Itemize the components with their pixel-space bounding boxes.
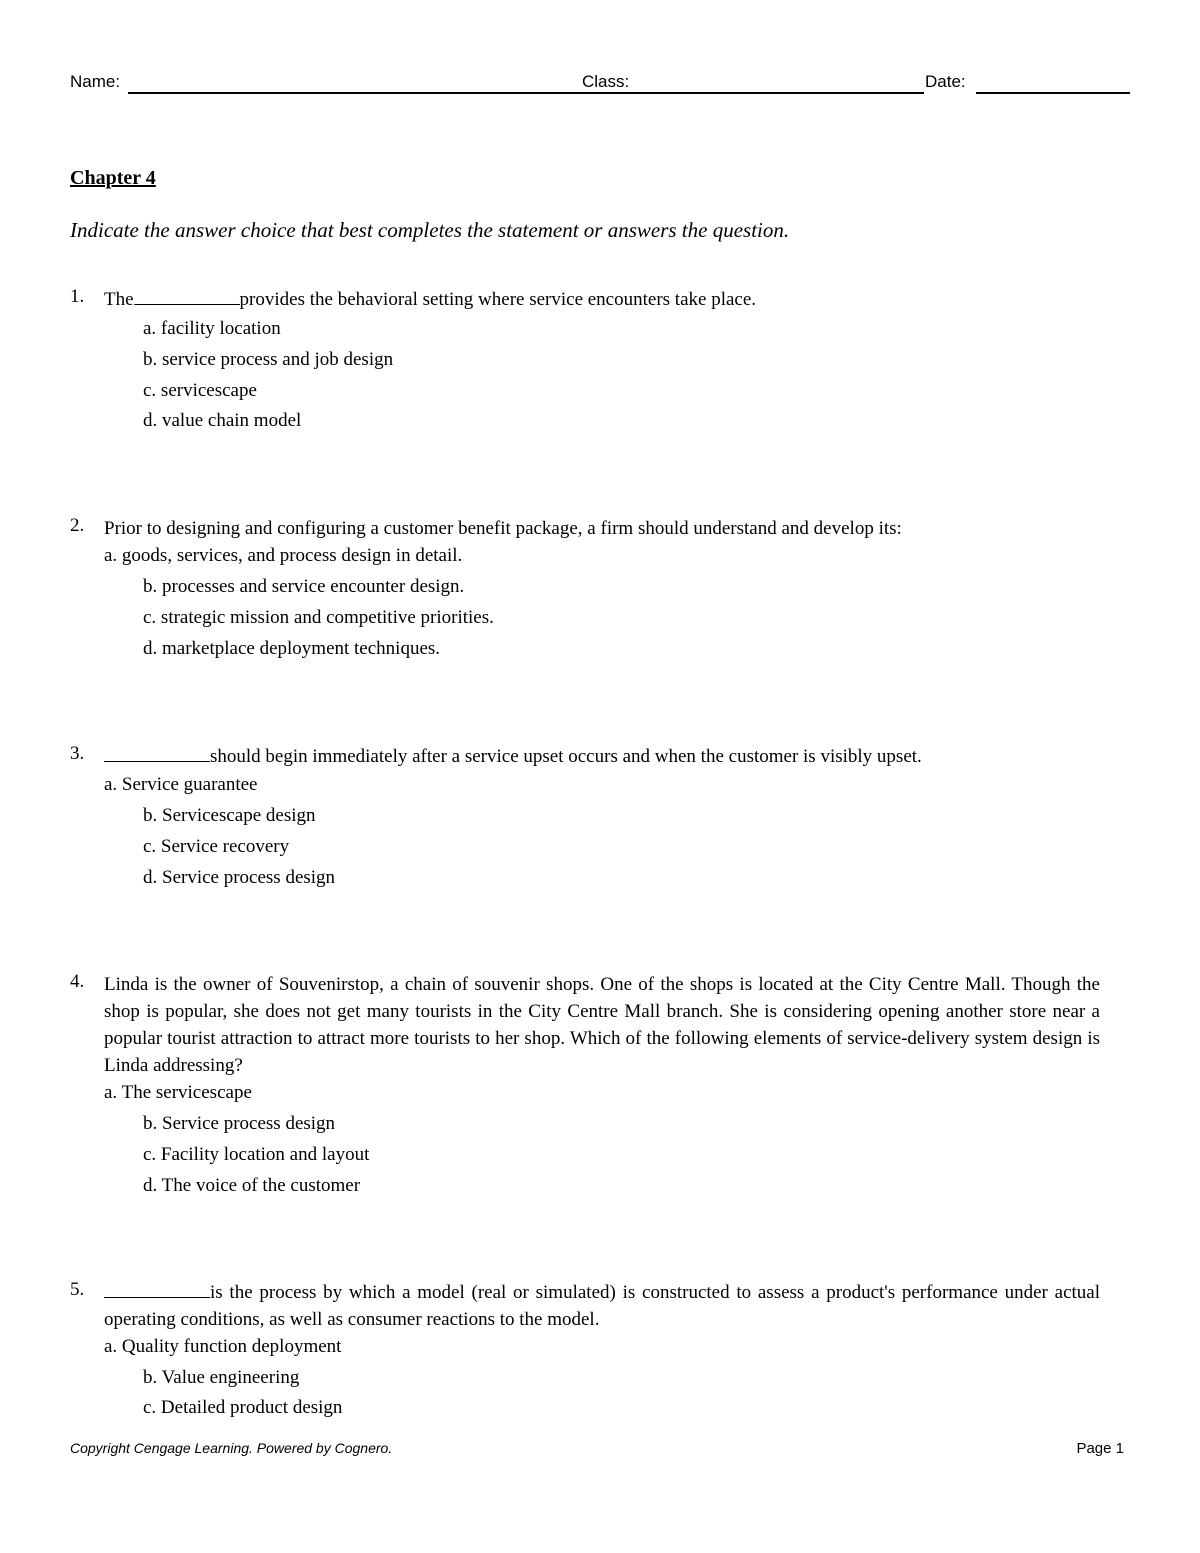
student-info-header: [70, 72, 1132, 96]
page-number: Page 1: [1076, 1440, 1124, 1457]
instructions: Indicate the answer choice that best completes the statement or answers the question.: [70, 218, 790, 242]
choice-2a[interactable]: a. goods, services, and process design in detail.: [104, 545, 463, 566]
choice-3c[interactable]: c. Service recovery: [143, 836, 290, 857]
class-label: Class:: [582, 72, 630, 91]
choice-2b[interactable]: b. processes and service encounter design.: [143, 576, 465, 597]
choice-5a[interactable]: a. Quality function deployment: [104, 1336, 342, 1357]
answer-blank: [104, 747, 210, 762]
question-number: 1.: [70, 286, 85, 307]
choice-2c[interactable]: c. strategic mission and competitive priorities.: [143, 607, 494, 628]
question-number: 3.: [70, 743, 85, 764]
choice-1a[interactable]: a. facility location: [143, 318, 281, 339]
choice-1d[interactable]: d. value chain model: [143, 410, 302, 431]
choice-5b[interactable]: b. Value engineering: [143, 1367, 300, 1388]
answer-blank: [104, 1283, 210, 1298]
question-text: The provides the behavioral setting where service encounters take place.: [104, 289, 757, 310]
choice-4a[interactable]: a. The servicescape: [104, 1082, 252, 1103]
question-number: 2.: [70, 515, 85, 536]
date-field-line[interactable]: [976, 92, 1130, 94]
question-number: 4.: [70, 971, 85, 992]
answer-blank: [134, 290, 240, 305]
chapter-title: Chapter 4: [70, 167, 156, 189]
choice-3a[interactable]: a. Service guarantee: [104, 774, 258, 795]
choice-4d[interactable]: d. The voice of the customer: [143, 1175, 361, 1196]
question-text: should begin immediately after a service upset occurs and when the customer is visibly upset.: [104, 743, 1100, 770]
copyright-footer: Copyright Cengage Learning. Powered by Cognero.: [70, 1440, 393, 1456]
question-text: is the process by which a model (real or simulated) is constructed to assess a product's performance under actual operating conditions, as well as consumer reactions to the model.: [104, 1282, 1100, 1330]
choice-4c[interactable]: c. Facility location and layout: [143, 1144, 370, 1165]
choice-4b[interactable]: b. Service process design: [143, 1113, 336, 1134]
date-label: Date:: [925, 72, 966, 91]
choice-2d[interactable]: d. marketplace deployment techniques.: [143, 638, 441, 659]
choice-1b[interactable]: b. service process and job design: [143, 349, 394, 370]
choice-1c[interactable]: c. servicescape: [143, 380, 257, 401]
question-number: 5.: [70, 1279, 85, 1300]
choice-3d[interactable]: d. Service process design: [143, 867, 336, 888]
choice-5c[interactable]: c. Detailed product design: [143, 1397, 343, 1418]
question-text: Linda is the owner of Souvenirstop, a chain of souvenir shops. One of the shops is located at the City Centre Mall. Though the shop is popular, she does not get many tourists in the City Centre Mall branch. She is considering opening another store near a popular tourist attraction to attract more tourists to her shop. Which of the following elements of service-delivery system design is Linda addressing?: [104, 974, 1100, 1076]
name-field-line[interactable]: [128, 92, 652, 94]
name-label: Name:: [70, 72, 121, 91]
question-text: Prior to designing and configuring a customer benefit package, a firm should understand and develop its:: [104, 518, 902, 539]
class-field-line[interactable]: [642, 92, 924, 94]
choice-3b[interactable]: b. Servicescape design: [143, 805, 316, 826]
